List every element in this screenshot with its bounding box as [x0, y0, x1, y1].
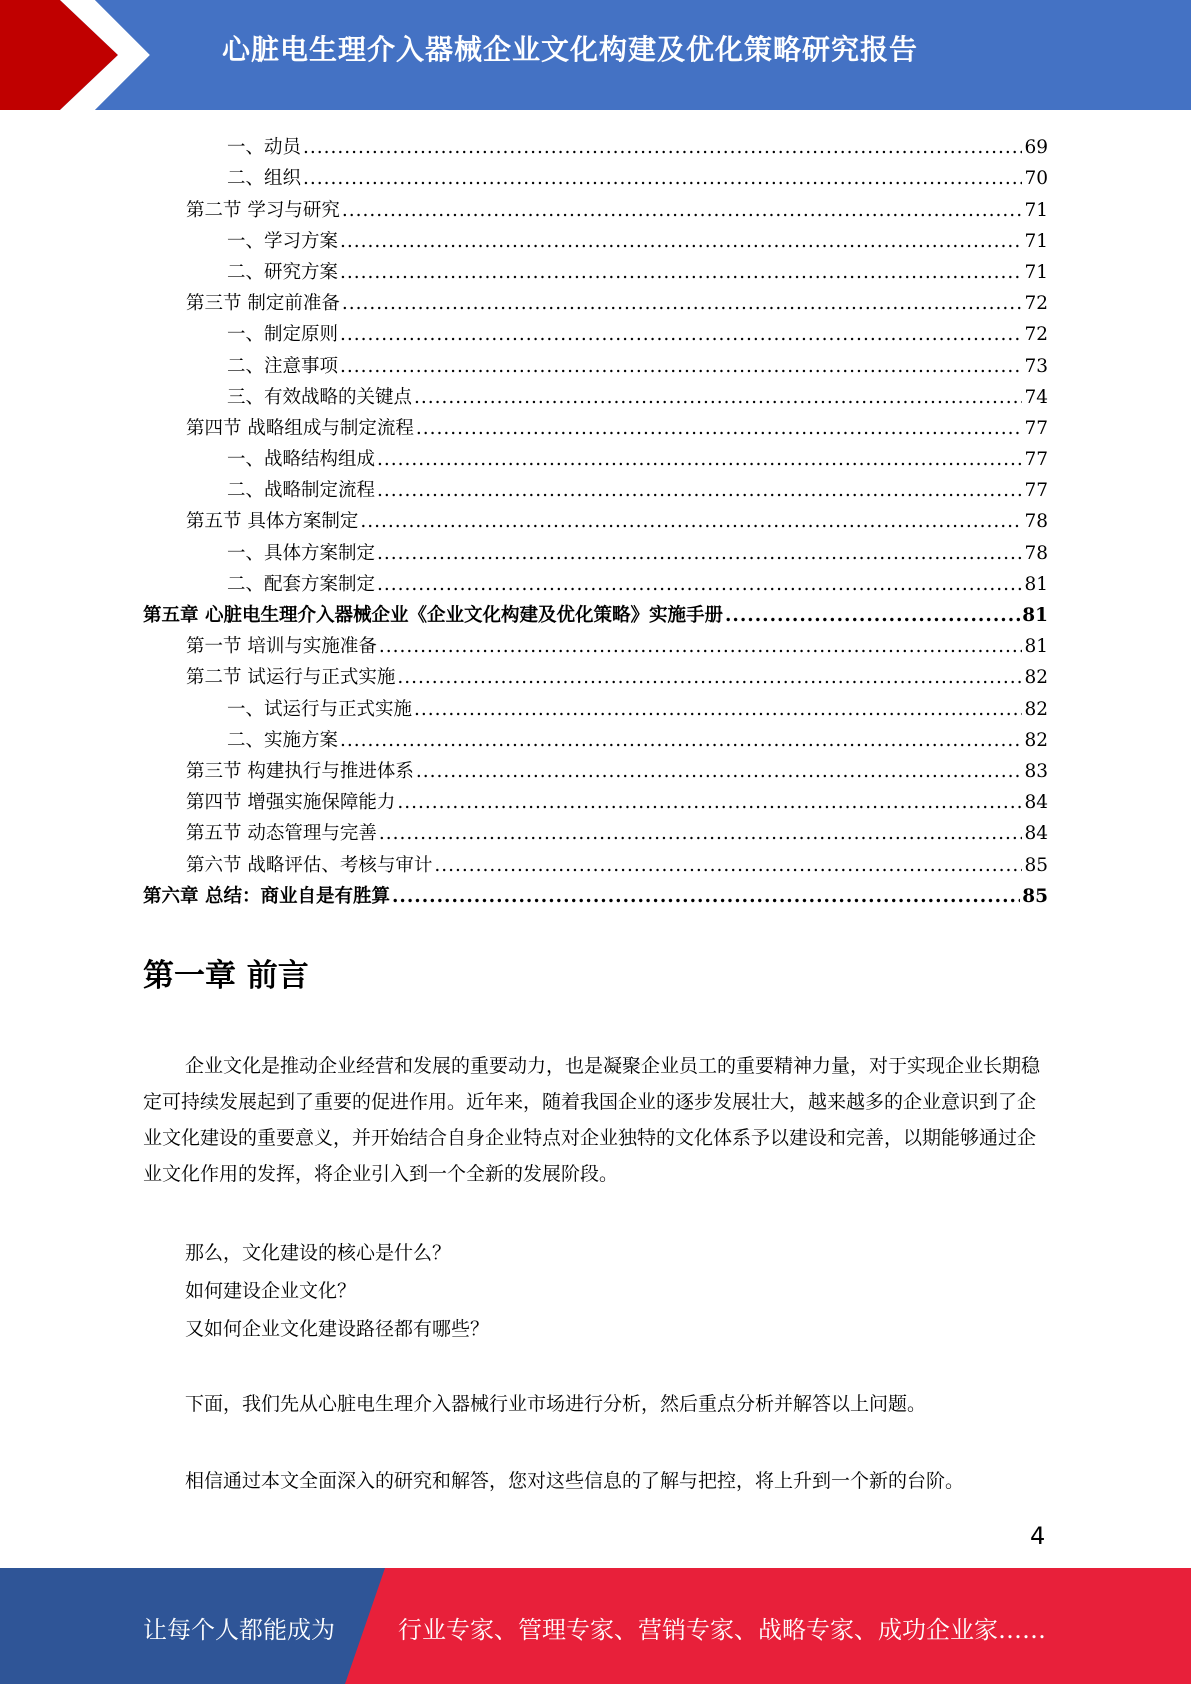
- toc-entry[interactable]: [143, 877, 1048, 908]
- toc-entry-label: 二、注意事项: [227, 355, 339, 377]
- toc-leader-dots: [340, 231, 1022, 253]
- toc-entry[interactable]: [143, 565, 1048, 596]
- toc-entry-page: 84: [1024, 823, 1048, 845]
- toc-entry-page: 74: [1024, 386, 1048, 408]
- toc-entry-label: 第二节 学习与研究: [186, 199, 340, 221]
- toc-entry-page: 73: [1024, 355, 1048, 377]
- question-line: 如何建设企业文化？: [185, 1280, 357, 1302]
- toc-entry-page: 82: [1024, 667, 1048, 689]
- toc-entry[interactable]: [143, 814, 1048, 845]
- toc-leader-dots: [377, 480, 1022, 502]
- toc-entry[interactable]: [143, 845, 1048, 876]
- toc-leader-dots: [379, 636, 1023, 658]
- toc-leader-dots: [377, 449, 1022, 471]
- toc-entry-page: 81: [1024, 573, 1048, 595]
- toc-entry-label: 第四节 战略组成与制定流程: [186, 417, 414, 439]
- toc-leader-dots: [360, 511, 1022, 533]
- toc-entry-page: 82: [1024, 729, 1048, 751]
- toc-entry-label: 第二节 试运行与正式实施: [186, 667, 396, 689]
- toc-entry-label: 第五节 动态管理与完善: [186, 823, 377, 845]
- toc-entry-page: 72: [1024, 293, 1048, 315]
- toc-leader-dots: [392, 886, 1020, 908]
- toc-entry[interactable]: [143, 658, 1048, 689]
- toc-entry[interactable]: [143, 689, 1048, 720]
- toc-leader-dots: [340, 730, 1022, 752]
- toc-leader-dots: [414, 699, 1022, 721]
- toc-leader-dots: [342, 293, 1023, 315]
- toc-entry-page: 77: [1024, 417, 1048, 439]
- toc-entry[interactable]: [143, 378, 1048, 409]
- toc-entry[interactable]: [143, 190, 1048, 221]
- toc-leader-dots: [379, 823, 1023, 845]
- toc-entry[interactable]: [143, 284, 1048, 315]
- toc-entry[interactable]: [143, 409, 1048, 440]
- toc-entry-label: 第六章 总结：商业自是有胜算: [143, 885, 390, 907]
- toc-entry[interactable]: [143, 253, 1048, 284]
- toc-leader-dots: [342, 200, 1023, 222]
- footer-slogan-right: 行业专家、管理专家、营销专家、战略专家、成功企业家……: [398, 1616, 1046, 1644]
- toc-leader-dots: [416, 761, 1023, 783]
- page-header: [0, 0, 1191, 110]
- toc-entry[interactable]: [143, 315, 1048, 346]
- toc-entry-label: 二、组织: [227, 168, 302, 190]
- toc-entry[interactable]: [143, 159, 1048, 190]
- toc-leader-dots: [340, 356, 1022, 378]
- toc-entry-page: 82: [1024, 698, 1048, 720]
- question-line: 又如何企业文化建设路径都有哪些？: [185, 1318, 490, 1340]
- toc-entry-page: 84: [1024, 792, 1048, 814]
- toc-entry-label: 第一节 培训与实施准备: [186, 636, 377, 658]
- toc-entry-label: 第三节 构建执行与推进体系: [186, 760, 414, 782]
- toc-entry-page: 69: [1024, 137, 1048, 159]
- toc-entry-page: 71: [1024, 261, 1048, 283]
- toc-leader-dots: [416, 418, 1023, 440]
- toc-leader-dots: [340, 324, 1022, 346]
- toc-leader-dots: [397, 667, 1022, 689]
- toc-entry-label: 一、制定原则: [227, 324, 339, 346]
- toc-entry-page: 72: [1024, 324, 1048, 346]
- intro-paragraph: 企业文化是推动企业经营和发展的重要动力，也是凝聚企业员工的重要精神力量，对于实现企业长期稳定可持续发展起到了重要的促进作用。近年来，随着我国企业的逐步发展壮大，越来越多的企业意识到了企业文化建设的重要意义，并开始结合自身企业特点对企业独特的文化体系予以建设和完善，以期能够通过企业文化作用的发挥，将企业引入到一个全新的发展阶段。: [143, 1055, 1041, 1185]
- closing-sentence: 相信通过本文全面深入的研究和解答，您对这些信息的了解与把控，将上升到一个新的台阶。: [185, 1470, 965, 1492]
- toc-entry-label: 第四节 增强实施保障能力: [186, 792, 396, 814]
- toc-entry-label: 二、战略制定流程: [227, 480, 376, 502]
- toc-leader-dots: [303, 137, 1022, 159]
- toc-entry[interactable]: [143, 596, 1048, 627]
- toc-entry-label: 一、动员: [227, 137, 302, 159]
- toc-entry-page: 81: [1024, 636, 1048, 658]
- toc-entry-page: 81: [1022, 605, 1048, 626]
- toc-entry-label: 一、战略结构组成: [227, 449, 376, 471]
- page-number: 4: [1030, 1522, 1046, 1550]
- toc-entry-label: 第六节 战略评估、考核与审计: [186, 854, 433, 876]
- toc-entry-label: 一、试运行与正式实施: [227, 698, 413, 720]
- toc-entry[interactable]: [143, 440, 1048, 471]
- toc-entry[interactable]: [143, 627, 1048, 658]
- toc-entry[interactable]: [143, 783, 1048, 814]
- toc-entry-page: 78: [1024, 511, 1048, 533]
- question-line: 那么，文化建设的核心是什么？: [185, 1242, 452, 1264]
- footer-slogan-left: 让每个人都能成为: [143, 1616, 335, 1644]
- toc-entry-page: 85: [1024, 854, 1048, 876]
- toc-entry-label: 一、学习方案: [227, 230, 339, 252]
- toc-entry[interactable]: [143, 222, 1048, 253]
- chapter-title: 第一章 前言: [143, 958, 309, 994]
- toc-leader-dots: [725, 605, 1020, 627]
- toc-entry[interactable]: [143, 721, 1048, 752]
- toc-leader-dots: [434, 855, 1022, 877]
- toc-entry-label: 第五章 心脏电生理介入器械企业《企业文化构建及优化策略》实施手册: [143, 605, 723, 626]
- toc-entry-label: 三、有效战略的关键点: [227, 386, 413, 408]
- toc-entry-label: 二、实施方案: [227, 729, 339, 751]
- toc-entry-page: 78: [1024, 542, 1048, 564]
- header-title: 心脏电生理介入器械企业文化构建及优化策略研究报告: [222, 33, 919, 66]
- toc-entry-label: 第三节 制定前准备: [186, 293, 340, 315]
- toc-leader-dots: [377, 574, 1022, 596]
- toc-entry-page: 83: [1024, 760, 1048, 782]
- toc-entry-page: 71: [1024, 199, 1048, 221]
- toc-entry[interactable]: [143, 502, 1048, 533]
- toc-entry-label: 一、具体方案制定: [227, 542, 376, 564]
- page-footer: [0, 1568, 1191, 1684]
- toc-entry[interactable]: [143, 128, 1048, 159]
- toc-entry[interactable]: [143, 752, 1048, 783]
- toc-entry-page: 77: [1024, 449, 1048, 471]
- toc-leader-dots: [303, 168, 1022, 190]
- toc-entry-page: 85: [1022, 885, 1048, 907]
- toc-leader-dots: [414, 387, 1022, 409]
- toc-entry-label: 二、配套方案制定: [227, 573, 376, 595]
- toc-leader-dots: [377, 543, 1022, 565]
- toc-entry[interactable]: [143, 533, 1048, 564]
- toc-entry-page: 77: [1024, 480, 1048, 502]
- toc-entry[interactable]: [143, 471, 1048, 502]
- toc-leader-dots: [340, 262, 1022, 284]
- toc-entry[interactable]: [143, 346, 1048, 377]
- toc-entry-label: 第五节 具体方案制定: [186, 511, 359, 533]
- transition-sentence: 下面，我们先从心脏电生理介入器械行业市场进行分析，然后重点分析并解答以上问题。: [185, 1393, 927, 1415]
- toc-leader-dots: [397, 792, 1022, 814]
- toc-entry-label: 二、研究方案: [227, 261, 339, 283]
- toc-entry-page: 71: [1024, 230, 1048, 252]
- toc-entry-page: 70: [1024, 168, 1048, 190]
- table-of-contents: [143, 128, 1048, 908]
